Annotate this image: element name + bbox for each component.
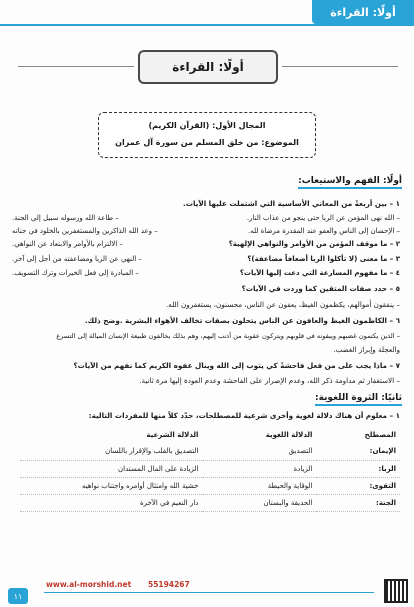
legal-cell: خشية الله وامتثال أوامره واجتناب نواهيه bbox=[20, 477, 202, 494]
answer-4: – المبادرة إلى فعل الخيرات وترك التسويف. bbox=[12, 269, 139, 277]
terms-table bbox=[20, 426, 400, 512]
legal-cell: الزيادة على المال المستدان bbox=[20, 460, 202, 477]
vocabulary-question-1: ١ – معلوم أن هناك دلالة لغوية وأخرى شرعية للمصطلحات، حدّد كلاً منها للمفردات التالية: bbox=[88, 411, 400, 420]
page-number: ١١ bbox=[8, 588, 28, 604]
question-5: ٥ – حدد صفات المتقين كما وردت في الآيات؟ bbox=[241, 284, 400, 293]
section-title: أولًا: القراءة bbox=[138, 50, 278, 84]
legal-cell: التصديق بالقلب والإقرار باللسان bbox=[20, 443, 202, 460]
column-header: المصطلح bbox=[364, 430, 396, 439]
subject-box bbox=[98, 112, 316, 158]
footer bbox=[0, 580, 414, 607]
comprehension-heading: أولًا: الفهم والاستيعاب: bbox=[298, 176, 402, 189]
question-6: ٦ – الكاظمون الغيظ والعافون عن الناس يتحلون بصفات تخالف الأهواء البشرية .وضح ذلك. bbox=[84, 316, 400, 325]
question-2-row bbox=[12, 239, 400, 249]
linguistic-cell: الوقاية والحيطة bbox=[202, 477, 316, 494]
title-divider-left bbox=[18, 66, 134, 67]
linguistic-cell: الزيادة bbox=[202, 460, 316, 477]
answer-1-item: – طاعة الله ورسوله سبيل إلى الجنة. bbox=[12, 214, 119, 222]
term-cell: الإيمان: bbox=[316, 443, 400, 460]
legal-cell: دار النعيم في الآخرة bbox=[20, 494, 202, 511]
term-cell: الجنة: bbox=[316, 494, 400, 511]
terms-table-header bbox=[20, 426, 400, 443]
question-3: ٣ – ما معنى (لا تأكلوا الربا أضعافاً مضاعفة)؟ bbox=[247, 255, 400, 263]
column-header: الدلالة الشرعية bbox=[146, 430, 199, 439]
header-tab: أولًا: القراءة bbox=[312, 0, 414, 24]
answer-1-row-1 bbox=[12, 213, 400, 223]
table-row bbox=[20, 460, 400, 477]
phone-number: 55194267 bbox=[148, 580, 190, 589]
question-3-row bbox=[12, 254, 400, 264]
vocabulary-heading: ثانيًا: الثروة اللغوية: bbox=[315, 393, 402, 406]
question-4-row bbox=[12, 268, 400, 278]
subject-domain: المجال الأول: (القرآن الكريم) bbox=[148, 121, 266, 130]
question-4: ٤ – ما مفهوم المسارعة التي دعت إليها الآيات؟ bbox=[239, 269, 400, 277]
question-2: ٢ – ما موقف المؤمن من الأوامر والنواهي الإلهية؟ bbox=[228, 240, 400, 248]
table-row bbox=[20, 443, 400, 460]
title-divider-right bbox=[282, 66, 398, 67]
table-row bbox=[20, 494, 400, 511]
question-7: ٧ – ماذا يجب على من فعل فاحشةً كي يتوب إلى الله وينال عفوه الكريم كما نفهم من الآيات؟ bbox=[73, 361, 400, 370]
subject-topic: الموضوع: من خلق المسلم من سورة آل عمران bbox=[115, 138, 299, 147]
answer-1-row-2 bbox=[12, 226, 400, 236]
linguistic-cell: الحديقة والبستان bbox=[202, 494, 316, 511]
term-cell: التقوى: bbox=[316, 477, 400, 494]
answer-1-item: – وعد الله الذاكرين والمستغفرين بالخلود في جناته bbox=[12, 227, 158, 235]
question-1: ١ – بين أربعةً من المعاني الأساسية التي اشتملت عليها الآيات. bbox=[183, 199, 400, 208]
header-rule bbox=[0, 24, 414, 26]
answer-7: – الاستغفار ثم مداومة ذكر الله، وعدم الإصرار على الفاحشة وعدم العودة إليها مرة ثانية. bbox=[139, 376, 400, 385]
answer-2: – الالتزام بالأوامر والابتعاد عن النواهي. bbox=[12, 240, 123, 248]
answer-5: – ينفقون أموالهم، يكظمون الغيظ، يعفون عن الناس، محسنون، يستغفرون الله. bbox=[166, 300, 400, 309]
table-row bbox=[20, 477, 400, 494]
column-header: الدلالة اللغوية bbox=[265, 430, 313, 439]
answer-3: – النهي عن الربا ومضاعفته من أجل إلى آخر. bbox=[12, 255, 142, 263]
qr-code-icon bbox=[384, 579, 408, 603]
answer-6-line-2: والعجلة وإبراز الغضب. bbox=[333, 345, 400, 354]
answer-1-item: – الله نهى المؤمن عن الربا حتى ينجو من عذاب النار. bbox=[246, 214, 400, 222]
term-cell: الربا: bbox=[316, 460, 400, 477]
linguistic-cell: التصديق bbox=[202, 443, 316, 460]
footer-rule bbox=[44, 592, 374, 593]
answer-1-item: – الإحسان إلى الناس والعفو عند المقدرة مرضاة لله. bbox=[248, 227, 400, 235]
website-link[interactable]: www.al-morshid.net bbox=[46, 580, 132, 589]
answer-6-line-1: – الذين يكتمون غضبهم ويبقونه في قلوبهم ويتركون عقوبة من أذنب إليهم، وهم بذلك يخالفون طبيعة الإنسان الميالة إلى التسرع bbox=[56, 332, 400, 340]
